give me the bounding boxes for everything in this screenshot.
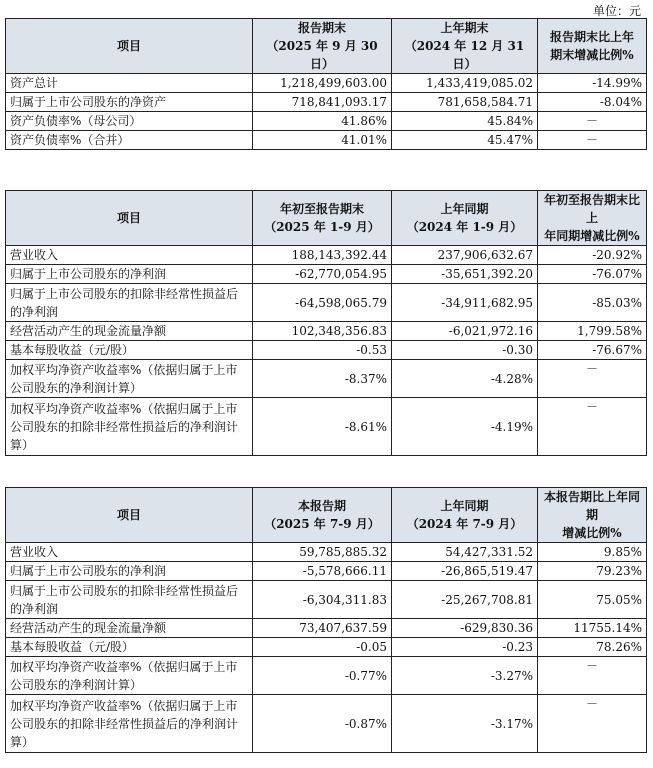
- row-label: 资产负债率%（母公司）: [6, 112, 253, 131]
- cell-value: 78.26%: [538, 638, 647, 657]
- row-label: 归属于上市公司股东的扣除非经常性损益后的净利润: [6, 284, 253, 322]
- header-item: 项目: [6, 488, 253, 543]
- table-row: [6, 284, 647, 322]
- row-label: 营业收入: [6, 246, 253, 265]
- cell-value: -629,830.36: [392, 619, 538, 638]
- row-label: 资产总计: [6, 74, 253, 93]
- cell-value: -0.30: [392, 341, 538, 360]
- cell-value: 11755.14%: [538, 619, 647, 638]
- header-period-end: [253, 19, 392, 74]
- cell-value: －: [538, 657, 647, 695]
- table-row: [6, 93, 647, 112]
- cell-value: 718,841,093.17: [253, 93, 392, 112]
- header-line: 上年期末: [440, 21, 489, 35]
- header-line: （2024 年 7-9 月）: [406, 517, 523, 531]
- cell-value: 102,348,356.83: [253, 322, 392, 341]
- row-label: 加权平均净资产收益率%（依据归属于上市公司股东的净利润计算）: [6, 657, 253, 695]
- table-row: [6, 398, 647, 456]
- quarter-performance-table: [5, 487, 647, 753]
- header-line: 年同期增减比例%: [544, 229, 640, 243]
- cell-value: －: [538, 360, 647, 398]
- cell-value: -0.53: [253, 341, 392, 360]
- header-line: 期末增减比例%: [550, 48, 634, 62]
- row-label: 归属于上市公司股东的净利润: [6, 562, 253, 581]
- row-label: 基本每股收益（元/股）: [6, 341, 253, 360]
- table-row: [6, 619, 647, 638]
- cell-value: 1,799.58%: [538, 322, 647, 341]
- table-row: [6, 543, 647, 562]
- header-prior-year: [392, 191, 538, 246]
- cell-value: -20.92%: [538, 246, 647, 265]
- cell-value: -14.99%: [538, 74, 647, 93]
- table-row: [6, 638, 647, 657]
- header-line: 年初至报告期末比上: [543, 193, 640, 225]
- cell-value: 237,906,632.67: [392, 246, 538, 265]
- cell-value: 1,218,499,603.00: [253, 74, 392, 93]
- cell-value: -76.07%: [538, 265, 647, 284]
- header-item: 项目: [6, 191, 253, 246]
- cell-value: -3.27%: [392, 657, 538, 695]
- header-current-period: [253, 488, 392, 543]
- cell-value: －: [538, 112, 647, 131]
- table-row: [6, 265, 647, 284]
- header-line: 增减比例%: [562, 526, 622, 540]
- header-line: 年初至报告期末: [279, 202, 364, 216]
- table-row: [6, 246, 647, 265]
- cell-value: 75.05%: [538, 581, 647, 619]
- header-change-ratio: [538, 19, 647, 74]
- header-line: 报告期末: [297, 21, 346, 35]
- header-prior-period-end: [392, 19, 538, 74]
- table-row: [6, 131, 647, 150]
- row-label: 加权平均净资产收益率%（依据归属于上市公司股东的净利润计算）: [6, 360, 253, 398]
- cell-value: －: [538, 398, 647, 456]
- row-label: 营业收入: [6, 543, 253, 562]
- header-line: （2025 年 7-9 月）: [264, 517, 380, 531]
- cell-value: -76.67%: [538, 341, 647, 360]
- cell-value: -4.28%: [392, 360, 538, 398]
- table-row: [6, 360, 647, 398]
- ytd-performance-table: [5, 190, 647, 456]
- header-ytd: [253, 191, 392, 246]
- table-row: [6, 74, 647, 93]
- cell-value: -6,304,311.83: [253, 581, 392, 619]
- table-header-row: [6, 191, 647, 246]
- header-line: （2024 年 1-9 月）: [406, 220, 523, 234]
- cell-value: -62,770,054.95: [253, 265, 392, 284]
- row-label: 基本每股收益（元/股）: [6, 638, 253, 657]
- header-line: 报告期末比上年: [549, 30, 634, 44]
- table-row: [6, 341, 647, 360]
- cell-value: －: [538, 695, 647, 753]
- header-line: 上年同期: [440, 202, 489, 216]
- header-prior-year: [392, 488, 538, 543]
- header-line: （2024 年 12 月 31 日）: [404, 39, 525, 71]
- table-header-row: [6, 19, 647, 74]
- cell-value: -0.23: [392, 638, 538, 657]
- table-row: [6, 562, 647, 581]
- table-header-row: [6, 488, 647, 543]
- header-item: 项目: [6, 19, 253, 74]
- cell-value: 54,427,331.52: [392, 543, 538, 562]
- header-line: 本报告期比上年同期: [543, 490, 640, 522]
- header-change-ratio: [538, 191, 647, 246]
- cell-value: -64,598,065.79: [253, 284, 392, 322]
- cell-value: 41.86%: [253, 112, 392, 131]
- row-label: 归属于上市公司股东的净利润: [6, 265, 253, 284]
- cell-value: -85.03%: [538, 284, 647, 322]
- table-row: [6, 112, 647, 131]
- cell-value: 73,407,637.59: [253, 619, 392, 638]
- row-label: 归属于上市公司股东的净资产: [6, 93, 253, 112]
- cell-value: -4.19%: [392, 398, 538, 456]
- cell-value: 9.85%: [538, 543, 647, 562]
- cell-value: 59,785,885.32: [253, 543, 392, 562]
- unit-label: 单位：元: [592, 4, 641, 18]
- cell-value: -8.61%: [253, 398, 392, 456]
- cell-value: -3.17%: [392, 695, 538, 753]
- table-row: [6, 695, 647, 753]
- table-row: [6, 657, 647, 695]
- header-line: 本报告期: [297, 499, 346, 513]
- row-label: 加权平均净资产收益率%（依据归属于上市公司股东的扣除非经常性损益后的净利润计算）: [6, 398, 253, 456]
- cell-value: 1,433,419,085.02: [392, 74, 538, 93]
- cell-value: -35,651,392.20: [392, 265, 538, 284]
- cell-value: -0.87%: [253, 695, 392, 753]
- row-label: 经营活动产生的现金流量净额: [6, 619, 253, 638]
- row-label: 归属于上市公司股东的扣除非经常性损益后的净利润: [6, 581, 253, 619]
- row-label: 经营活动产生的现金流量净额: [6, 322, 253, 341]
- cell-value: -26,865,519.47: [392, 562, 538, 581]
- cell-value: -0.05: [253, 638, 392, 657]
- cell-value: -0.77%: [253, 657, 392, 695]
- cell-value: 79.23%: [538, 562, 647, 581]
- cell-value: -8.37%: [253, 360, 392, 398]
- cell-value: 45.47%: [392, 131, 538, 150]
- table-row: [6, 581, 647, 619]
- cell-value: -6,021,972.16: [392, 322, 538, 341]
- header-line: 上年同期: [440, 499, 489, 513]
- row-label: 加权平均净资产收益率%（依据归属于上市公司股东的扣除非经常性损益后的净利润计算）: [6, 695, 253, 753]
- header-change-ratio: [538, 488, 647, 543]
- cell-value: -34,911,682.95: [392, 284, 538, 322]
- table-row: [6, 322, 647, 341]
- cell-value: -25,267,708.81: [392, 581, 538, 619]
- row-label: 资产负债率%（合并）: [6, 131, 253, 150]
- balance-summary-table: [5, 18, 647, 150]
- header-line: （2025 年 1-9 月）: [264, 220, 380, 234]
- header-line: （2025 年 9 月 30 日）: [266, 39, 378, 71]
- cell-value: 45.84%: [392, 112, 538, 131]
- cell-value: 41.01%: [253, 131, 392, 150]
- cell-value: －: [538, 131, 647, 150]
- cell-value: -5,578,666.11: [253, 562, 392, 581]
- cell-value: 188,143,392.44: [253, 246, 392, 265]
- cell-value: 781,658,584.71: [392, 93, 538, 112]
- cell-value: -8.04%: [538, 93, 647, 112]
